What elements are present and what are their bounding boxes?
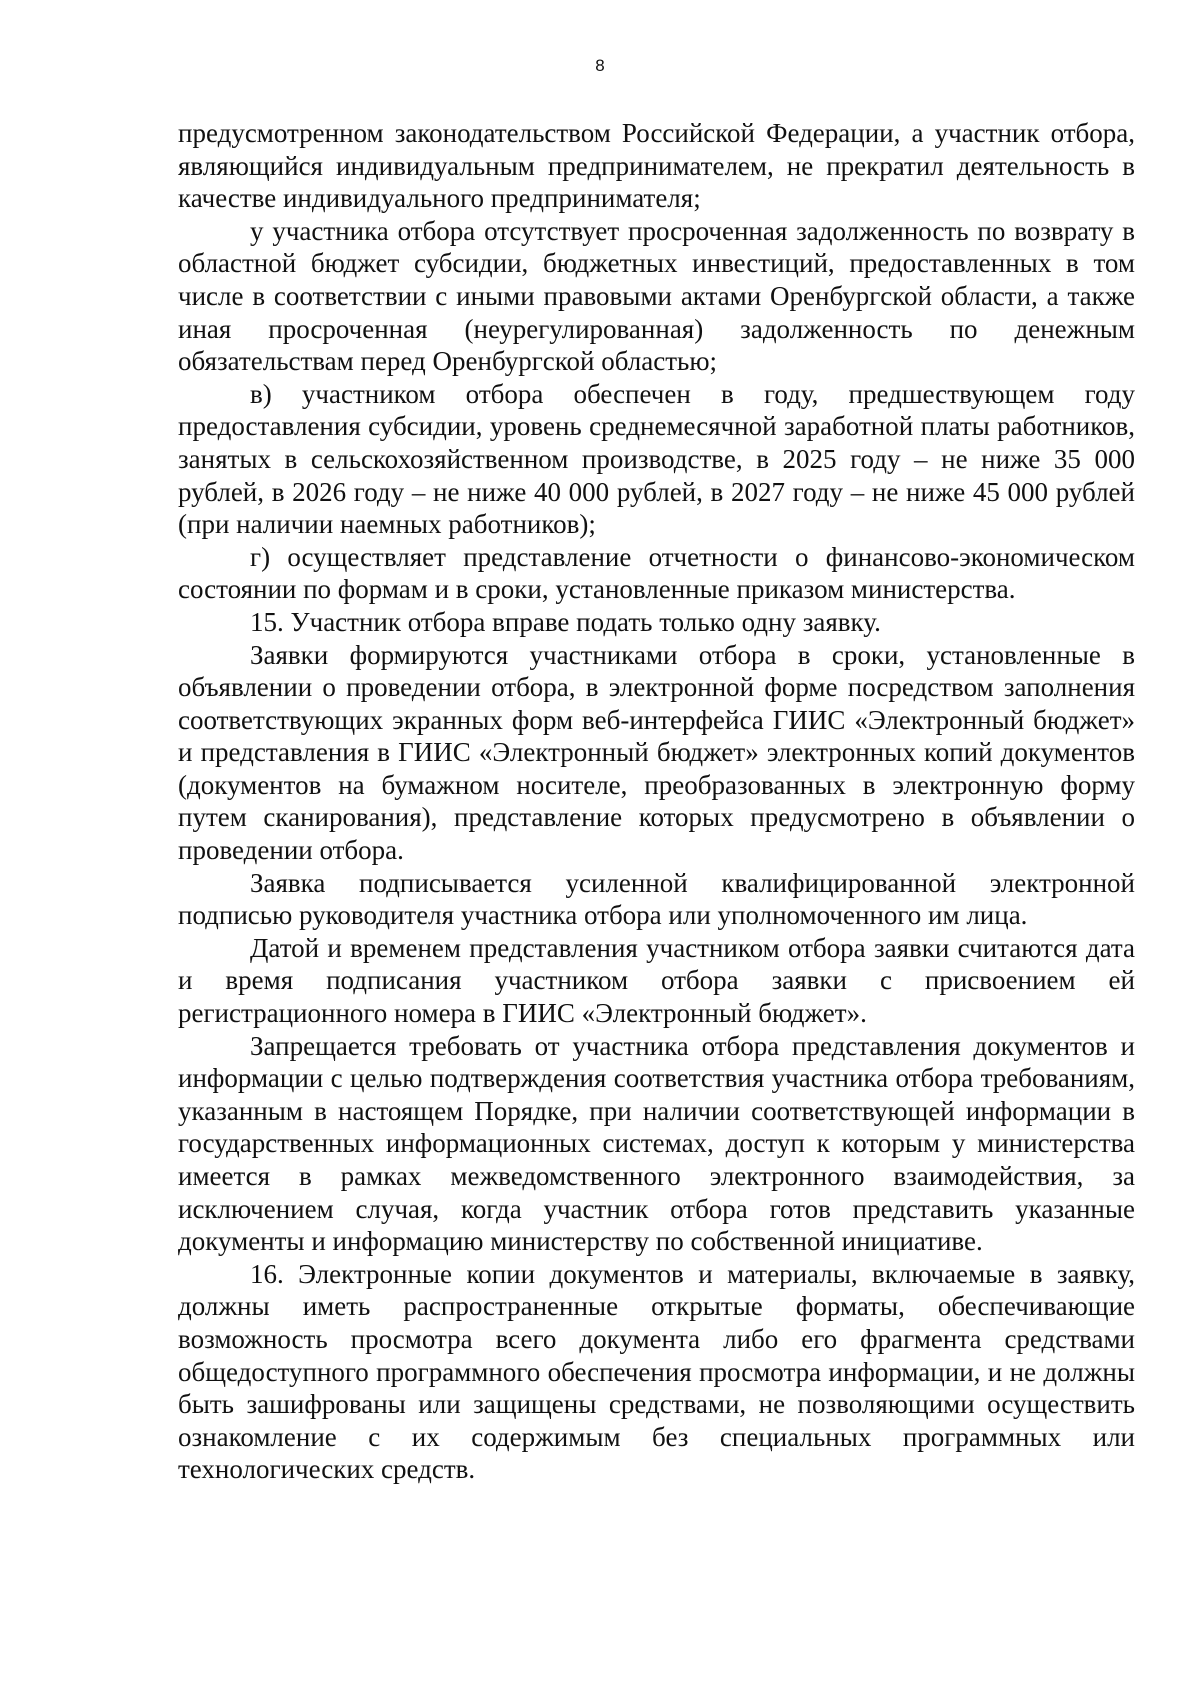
paragraph: у участника отбора отсутствует просроченная задолженность по возврату в областной бюджет субсидии, бюджетных инвестиций, предоставленных в том числе в соответствии с иными правовыми актами Оренбургской области, а также иная просроченная (неурегулированная) задолженность по денежным обязательствам перед Оренбургской областью; — [178, 215, 1135, 377]
paragraph: Заявка подписывается усиленной квалифицированной электронной подписью руководителя участника отбора или уполномоченного им лица. — [178, 867, 1135, 931]
paragraph: предусмотренном законодательством Российской Федерации, а участник отбора, являющийся индивидуальным предпринимателем, не прекратил деятельность в качестве индивидуального предпринимателя; — [178, 118, 1135, 214]
paragraph: Запрещается требовать от участника отбора представления документов и информации с целью подтверждения соответствия участника отбора требованиям, указанным в настоящем Порядке, при наличии соответствующей информации в государственных информационных системах, доступ к которым у министерства имеется в рамках межведомственного электронного взаимодействия, за исключением случая, когда участник отбора готов представить указанные документы и информацию министерству по собственной инициативе. — [178, 1030, 1135, 1257]
paragraph: в) участником отбора обеспечен в году, предшествующем году предоставления субсидии, уровень среднемесячной заработной платы работников, занятых в сельскохозяйственном производстве, в 2025 году – не ниже 35 000 рублей, в 2026 году – не ниже 40 000 рублей, в 2027 году – не ниже 45 000 рублей (при наличии наемных работников); — [178, 378, 1135, 540]
paragraph: 16. Электронные копии документов и материалы, включаемые в заявку, должны иметь распространенные открытые форматы, обеспечивающие возможность просмотра всего документа либо его фрагмента средствами общедоступного программного обеспечения просмотра информации, и не должны быть зашифрованы или защищены средствами, не позволяющими осуществить ознакомление с их содержимым без специальных программных или технологических средств. — [178, 1258, 1135, 1485]
paragraph: 15. Участник отбора вправе подать только одну заявку. — [250, 606, 881, 637]
page-number: 8 — [595, 56, 605, 75]
document-body — [178, 117, 1135, 1486]
paragraph: Заявки формируются участниками отбора в сроки, установленные в объявлении о проведении отбора, в электронной форме посредством заполнения соответствующих экранных форм веб-интерфейса ГИИС «Электронный бюджет» и представления в ГИИС «Электронный бюджет» электронных копий документов (документов на бумажном носителе, преобразованных в электронную форму путем сканирования), представление которых предусмотрено в объявлении о проведении отбора. — [178, 639, 1135, 866]
paragraph: Датой и временем представления участником отбора заявки считаются дата и время подписания участником отбора заявки с присвоением ей регистрационного номера в ГИИС «Электронный бюджет». — [178, 932, 1135, 1029]
paragraph: г) осуществляет представление отчетности о финансово-экономическом состоянии по формам и в сроки, установленные приказом министерства. — [178, 541, 1135, 605]
